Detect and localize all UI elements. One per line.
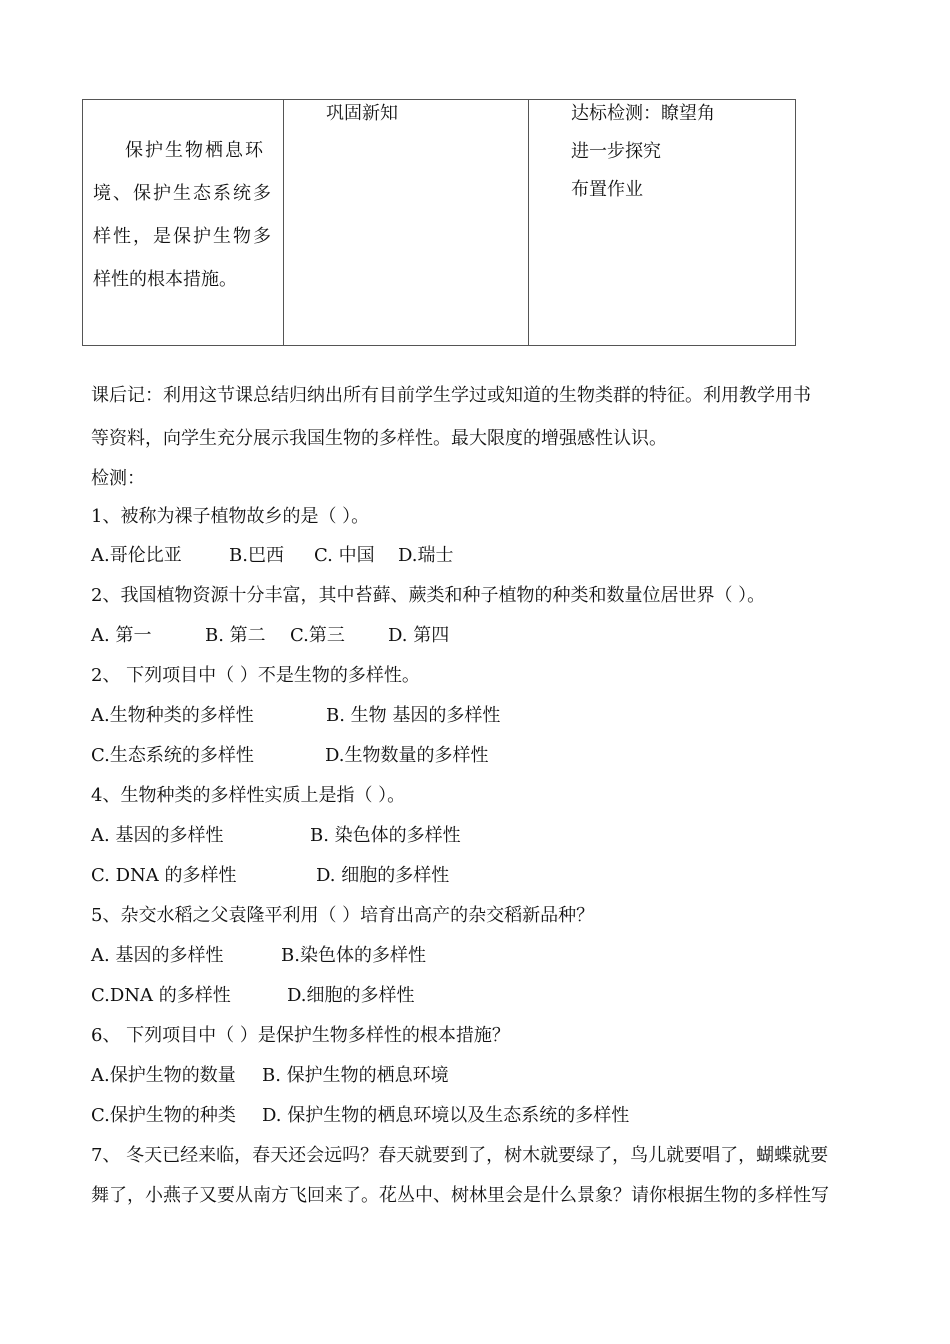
- question-option: A.生物种类的多样性: [91, 705, 254, 726]
- activity-item: 达标检测：瞭望角: [571, 103, 715, 124]
- question-option: A.哥伦比亚: [91, 545, 182, 566]
- summary-line: 境、保护生态系统多: [93, 183, 273, 204]
- question-option: B.巴西: [229, 545, 284, 566]
- question-stem: 2、我国植物资源十分丰富，其中苔藓、蕨类和种子植物的种类和数量位居世界（ ）。: [91, 585, 766, 606]
- question-stem: 2、 下列项目中（ ）不是生物的多样性。: [91, 665, 420, 686]
- question-option: A. 基因的多样性: [91, 945, 224, 966]
- question-option: B.染色体的多样性: [281, 945, 426, 966]
- question-option: C.第三: [290, 625, 345, 646]
- question-option: C. DNA 的多样性: [91, 865, 237, 886]
- question-option: C.保护生物的种类: [91, 1105, 236, 1126]
- question-option: B. 染色体的多样性: [310, 825, 461, 846]
- lesson-plan-table: [82, 99, 796, 346]
- table-cell-consolidate: [284, 100, 529, 346]
- question-stem: 7、 冬天已经来临，春天还会远吗？春天就要到了，树木就要绿了，鸟儿就要唱了，蝴蝶就要: [91, 1145, 829, 1166]
- question-option: A.保护生物的数量: [91, 1065, 236, 1086]
- table-cell-summary: [83, 100, 284, 346]
- question-option: D.瑞士: [398, 545, 454, 566]
- question-option: D.生物数量的多样性: [325, 745, 489, 766]
- question-stem: 6、 下列项目中（ ）是保护生物多样性的根本措施？: [91, 1025, 510, 1046]
- question-stem: 1、被称为裸子植物故乡的是（ ）。: [91, 506, 370, 527]
- summary-line: 样性的根本措施。: [93, 269, 237, 290]
- activity-item: 布置作业: [571, 179, 643, 200]
- question-option: D.细胞的多样性: [287, 985, 415, 1006]
- question-option: D. 保护生物的栖息环境以及生态系统的多样性: [262, 1105, 630, 1126]
- question-stem: 5、杂交水稻之父袁隆平利用（ ）培育出高产的杂交稻新品种？: [91, 905, 595, 926]
- question-option: A. 第一: [91, 625, 152, 646]
- question-option: C.DNA 的多样性: [91, 985, 231, 1006]
- question-option: C. 中国: [314, 545, 375, 566]
- question-option: D. 第四: [388, 625, 450, 646]
- question-option: C.生态系统的多样性: [91, 745, 254, 766]
- question-stem: 舞了，小燕子又要从南方飞回来了。花丛中、树林里会是什么景象？请你根据生物的多样性写: [91, 1185, 829, 1206]
- question-option: A. 基因的多样性: [91, 825, 224, 846]
- afterword-line: 课后记：利用这节课总结归纳出所有目前学生学过或知道的生物类群的特征。利用教学用书: [91, 385, 811, 406]
- question-option: B. 保护生物的栖息环境: [262, 1065, 449, 1086]
- summary-line: 样性，是保护生物多: [93, 226, 273, 247]
- table-cell-activities: [529, 100, 796, 346]
- summary-line: 保护生物栖息环: [125, 140, 265, 161]
- question-option: B. 第二: [205, 625, 266, 646]
- afterword-line: 等资料，向学生充分展示我国生物的多样性。最大限度的增强感性认识。: [91, 428, 667, 449]
- question-option: B. 生物 基因的多样性: [326, 705, 501, 726]
- activity-item: 进一步探究: [571, 141, 661, 162]
- test-label: 检测：: [91, 468, 145, 489]
- cell-title: 巩固新知: [326, 103, 398, 124]
- question-stem: 4、生物种类的多样性实质上是指（ ）。: [91, 785, 406, 806]
- question-option: D. 细胞的多样性: [316, 865, 450, 886]
